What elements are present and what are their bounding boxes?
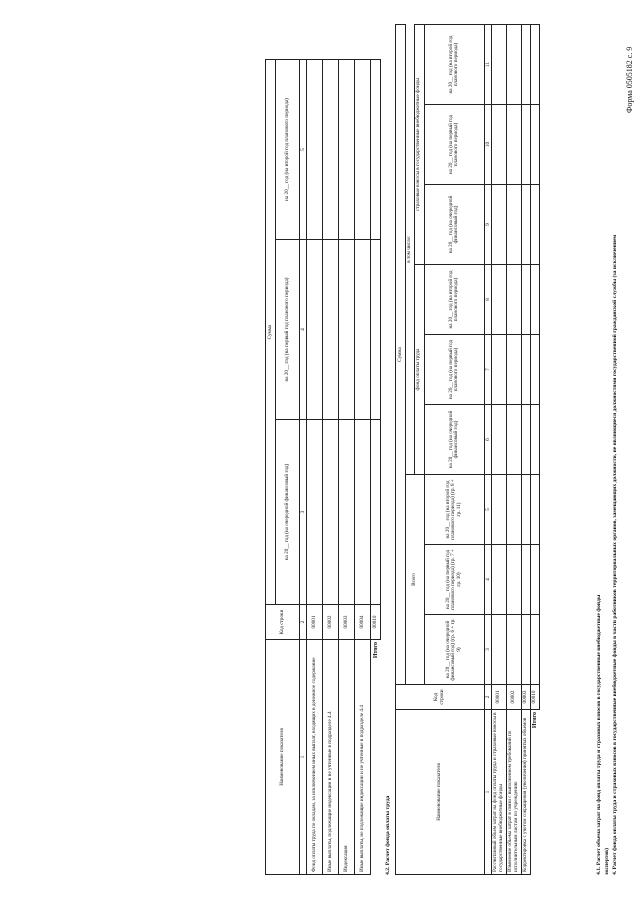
t1-num: 11 xyxy=(484,24,491,104)
cell[interactable] xyxy=(339,420,355,605)
cell[interactable] xyxy=(531,185,540,265)
t2-num: 2 xyxy=(300,605,307,640)
cell[interactable] xyxy=(307,240,323,420)
t1-num: 1 xyxy=(484,710,491,875)
t2-row-name: Фонд оплаты труда по окладам, за исключением иных выплат, входящих в денежное содержание xyxy=(307,640,323,875)
t1-sub-6: на 20__ год (на очередной финансовый год) xyxy=(424,405,484,475)
t1-row-code: 00003 xyxy=(522,685,531,710)
t1-sub-5: на 20__ год (на второй год планового периода) (гр. 8 + гр. 11) xyxy=(424,475,484,545)
t2-row-code: 00003 xyxy=(339,605,355,640)
t1-total-code: 00010 xyxy=(531,685,540,710)
t1-sub-8: на 20__ год (на второй год планового периода) xyxy=(424,265,484,335)
t1-header-sum: Сумма xyxy=(396,24,406,684)
cell[interactable] xyxy=(531,405,540,475)
t1-column-numbers xyxy=(484,24,491,874)
cell[interactable] xyxy=(323,420,339,605)
table-row xyxy=(323,59,339,874)
table-4-1 xyxy=(395,24,540,875)
t2-row-name: Индексация xyxy=(339,640,355,875)
cell[interactable] xyxy=(531,615,540,685)
t1-row-name: Изменение объема затрат в связи с выполнением требований по исполнительным листам по учреждению xyxy=(507,710,522,875)
cell[interactable] xyxy=(339,240,355,420)
cell[interactable] xyxy=(531,335,540,405)
t1-num: 3 xyxy=(484,615,491,685)
t2-sub-5: на 20__ год (на второй год планового периода) xyxy=(276,59,300,239)
t2-row-code: 00002 xyxy=(323,605,339,640)
t2-column-numbers xyxy=(300,59,307,874)
t1-header-fot: фонд оплаты труда xyxy=(414,265,424,475)
cell[interactable] xyxy=(371,240,381,420)
table-row xyxy=(507,24,522,874)
table-row xyxy=(522,24,531,874)
t1-sub-4: на 20__ год (на первый год планового периода) (гр. 7 + гр. 10) xyxy=(424,545,484,615)
cell[interactable] xyxy=(522,475,531,545)
cell[interactable] xyxy=(492,105,507,185)
t1-row-code: 00002 xyxy=(507,685,522,710)
cell[interactable] xyxy=(507,335,522,405)
table-total-row xyxy=(531,24,540,874)
cell[interactable] xyxy=(355,420,371,605)
cell[interactable] xyxy=(307,59,323,239)
t2-sub-4: на 20__ год (на первый год планового периода) xyxy=(276,240,300,420)
t1-num: 4 xyxy=(484,545,491,615)
cell[interactable] xyxy=(323,240,339,420)
t1-header-insurance: страховые взносы в государственные внебюджетные фонды xyxy=(414,24,424,264)
cell[interactable] xyxy=(492,335,507,405)
t1-row-name: Корректировка с учетом сокращения (увеличения) принятых объемов xyxy=(522,710,531,875)
t1-sub-11: на 20__ год (на второй год планового периода) xyxy=(424,24,484,104)
cell[interactable] xyxy=(323,59,339,239)
t1-sub-7: на 20__ год (на первый год планового периода) xyxy=(424,335,484,405)
t2-header-name: Наименование показателя xyxy=(266,640,300,875)
cell[interactable] xyxy=(492,405,507,475)
cell[interactable] xyxy=(531,545,540,615)
cell[interactable] xyxy=(307,420,323,605)
t1-num: 2 xyxy=(484,685,491,710)
t2-num: 3 xyxy=(300,420,307,605)
cell[interactable] xyxy=(355,240,371,420)
cell[interactable] xyxy=(522,24,531,104)
t2-row-code: 00001 xyxy=(307,605,323,640)
cell[interactable] xyxy=(522,335,531,405)
t1-total-label: Итого xyxy=(532,712,539,729)
table-4-2 xyxy=(265,59,381,875)
section-4-title-continuation: экспертов) xyxy=(604,848,610,875)
t2-total-code: 00010 xyxy=(371,605,381,640)
cell[interactable] xyxy=(507,105,522,185)
cell[interactable] xyxy=(507,265,522,335)
cell[interactable] xyxy=(522,545,531,615)
t2-row-code: 00004 xyxy=(355,605,371,640)
t2-row-name: Иные выплаты, подлежащие индексации и не учтенные в подразделе 4.4 xyxy=(323,640,339,875)
t2-num: 5 xyxy=(300,59,307,239)
t1-num: 8 xyxy=(484,265,491,335)
t1-sub-9: на 20__ год (на очередной финансовый год) xyxy=(424,185,484,265)
table-row xyxy=(355,59,371,874)
table-total-row xyxy=(371,59,381,874)
cell[interactable] xyxy=(371,420,381,605)
cell[interactable] xyxy=(507,405,522,475)
cell[interactable] xyxy=(522,105,531,185)
table-row xyxy=(339,59,355,874)
cell[interactable] xyxy=(531,24,540,104)
table-row xyxy=(492,24,507,874)
t1-num: 6 xyxy=(484,405,491,475)
t1-num: 9 xyxy=(484,185,491,265)
t2-header-sum: Сумма xyxy=(266,59,276,604)
cell[interactable] xyxy=(507,24,522,104)
cell[interactable] xyxy=(492,24,507,104)
t2-row-name: Иные выплаты, не подлежащие индексации и не учтенные в подразделе 4.4 xyxy=(355,640,371,875)
cell[interactable] xyxy=(492,185,507,265)
t2-sub-3: на 20__ год (на очередной финансовый год) xyxy=(276,420,300,605)
t2-header-code: Код строки xyxy=(266,605,300,640)
section-4-2-title: 4.2. Расчет фонда оплаты труда xyxy=(385,795,391,875)
cell[interactable] xyxy=(355,59,371,239)
cell[interactable] xyxy=(522,405,531,475)
t2-num: 1 xyxy=(300,640,307,875)
cell[interactable] xyxy=(492,475,507,545)
cell[interactable] xyxy=(507,475,522,545)
t1-row-name: Рассчитанный объем затрат на фонд оплаты труда и страховые взносы в государственные внебюджетные фонды xyxy=(492,710,507,875)
t1-num: 7 xyxy=(484,335,491,405)
cell[interactable] xyxy=(531,265,540,335)
cell[interactable] xyxy=(522,185,531,265)
form-number: Форма 0505182 с. 9 xyxy=(625,46,634,113)
cell[interactable] xyxy=(492,265,507,335)
cell[interactable] xyxy=(492,545,507,615)
t2-total-label: Итого xyxy=(372,642,379,659)
cell[interactable] xyxy=(339,59,355,239)
t1-header-name: Наименование показателя xyxy=(396,710,485,875)
table-row xyxy=(307,59,323,874)
cell[interactable] xyxy=(371,59,381,239)
section-4-title: 4. Расчет фонда оплаты труда и страховых взносов в государственные внебюджетные фонды в части работников территориальных органов, замещающих должности, не являющиеся должностями государственной гражданской службы (за исключением xyxy=(612,234,618,875)
t1-header-in-that: в том числе: xyxy=(406,24,415,474)
t1-sub-10: на 20__ год (на первый год планового периода) xyxy=(424,105,484,185)
t1-header-code: Код строки xyxy=(396,685,485,710)
cell[interactable] xyxy=(507,185,522,265)
cell[interactable] xyxy=(531,475,540,545)
cell[interactable] xyxy=(507,615,522,685)
cell[interactable] xyxy=(531,105,540,185)
t1-header-total: Всего xyxy=(406,475,425,685)
t1-num: 5 xyxy=(484,475,491,545)
t1-row-code: 00001 xyxy=(492,685,507,710)
t2-num: 4 xyxy=(300,240,307,420)
section-4-1-title: 4.1. Расчет объема затрат на фонд оплаты труда и страховых взносов в государственные внебюджетные фонды xyxy=(596,594,602,875)
cell[interactable] xyxy=(522,265,531,335)
cell[interactable] xyxy=(522,615,531,685)
t1-num: 10 xyxy=(484,105,491,185)
t1-sub-3: на 20__ год (на очередной финансовый год) (гр. 6 + гр. 9) xyxy=(424,615,484,685)
cell[interactable] xyxy=(507,545,522,615)
cell[interactable] xyxy=(492,615,507,685)
